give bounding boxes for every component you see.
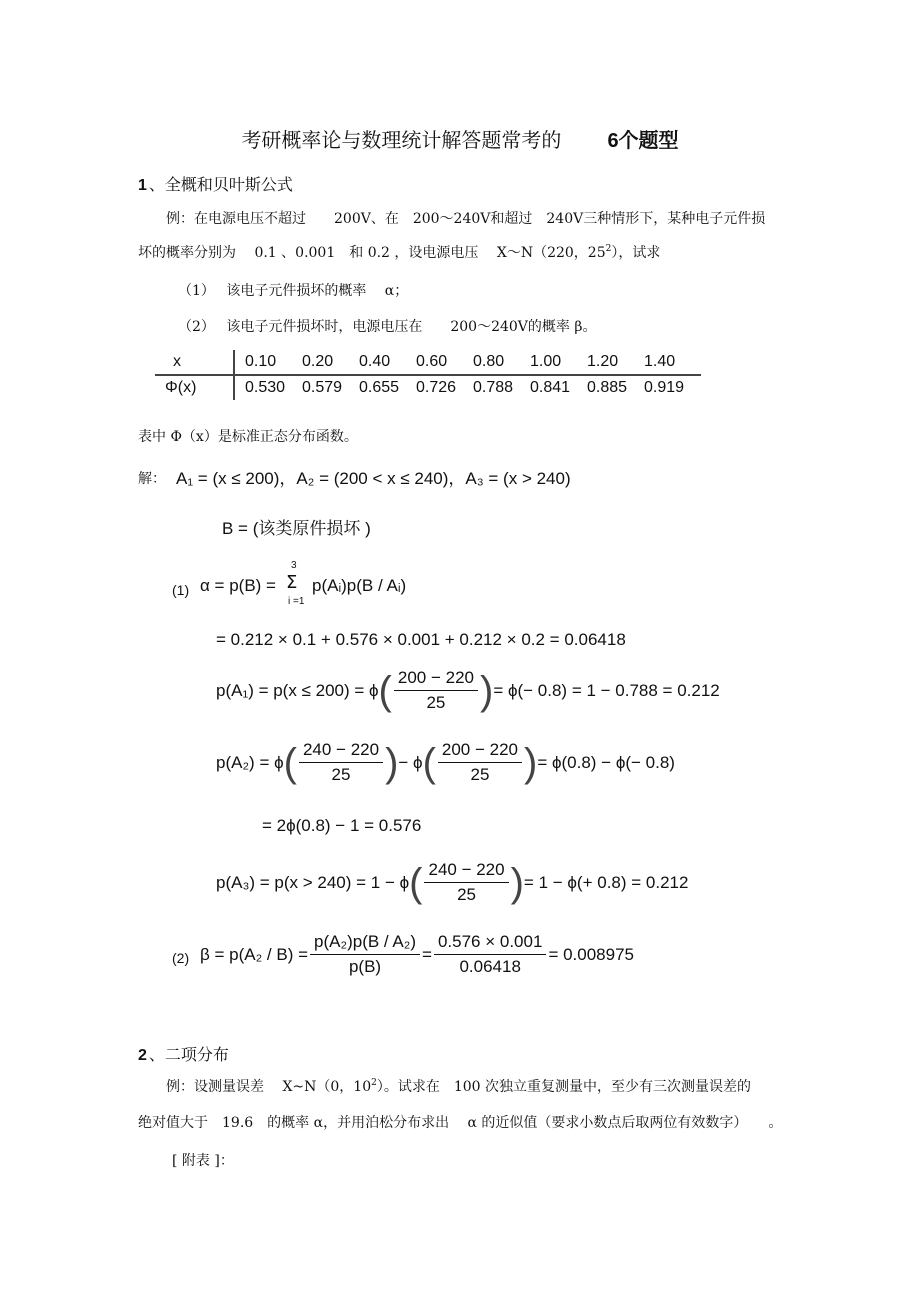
section-2-separator: 、 — [148, 1045, 165, 1064]
paren-close: ) — [524, 740, 538, 785]
section-1-separator: 、 — [148, 175, 165, 194]
section-1-title: 全概和贝叶斯公式 — [164, 175, 293, 194]
paren-close: ) — [510, 860, 524, 905]
pa1-lhs: p(A₁) = p(x ≤ 200) = ϕ — [216, 680, 379, 700]
numerator: 200 − 220 — [438, 740, 522, 763]
equals-sign: = — [422, 944, 432, 964]
table-cell: 0.579 — [302, 379, 343, 396]
paren-open: ( — [283, 740, 297, 785]
denominator: 25 — [470, 765, 490, 784]
sum-lower-limit: i =1 — [288, 596, 305, 607]
section-1-number: 1 — [138, 177, 147, 194]
pa2-lhs: p(A₂) = ϕ — [216, 752, 284, 772]
example-2-line-1 — [166, 1076, 751, 1096]
title-text: 考研概率论与数理统计解答题常考的 — [241, 128, 562, 152]
sum-symbol: Σ — [286, 572, 298, 593]
denominator: 25 — [426, 693, 446, 712]
page-title — [0, 124, 920, 153]
pa3-equation — [216, 860, 688, 905]
table-cell: 0.60 — [416, 350, 473, 375]
pa1-equation — [216, 668, 720, 713]
table-cell: 0.40 — [359, 350, 416, 375]
numerator: 240 − 220 — [299, 740, 383, 763]
pa3-lhs: p(A₃) = p(x > 240) = 1 − ϕ — [216, 872, 410, 892]
table-row-x — [155, 350, 701, 375]
example-1-line-2-text: 坏的概率分别为 0.1 、0.001 和 0.2 ，设电源电压 X～N（220，25 — [138, 245, 606, 261]
numerator: 0.576 × 0.001 — [434, 932, 546, 955]
sum-upper-limit: 3 — [291, 560, 297, 571]
denominator: 25 — [457, 885, 476, 904]
table-cell: 1.40 — [644, 350, 701, 375]
phi-table-wrapper — [155, 350, 701, 400]
table-cell: 0.788 — [473, 379, 514, 396]
paren-open: ( — [422, 740, 436, 785]
table-cell: 1.00 — [530, 350, 587, 375]
pa2-equation — [216, 740, 675, 785]
event-b-definition: B = (该类原件损坏 ) — [222, 519, 371, 538]
eq2-equation — [200, 932, 634, 977]
header-x: x — [155, 350, 234, 375]
eq2-fraction-2 — [434, 932, 546, 977]
eq2-label: (2) — [172, 950, 190, 966]
pa3-fraction — [424, 860, 508, 905]
pa2-fraction-1 — [299, 740, 383, 785]
eq1-rhs: p(Aᵢ)p(B / Aᵢ) — [312, 576, 407, 595]
denominator: 0.06418 — [459, 957, 521, 976]
example-1-line-2-end: ），试求 — [611, 245, 661, 261]
exponent: 2 — [371, 1078, 377, 1088]
solution-label: 解： — [138, 471, 166, 487]
denominator: p(B) — [348, 957, 382, 976]
table-cell: 0.10 — [234, 350, 302, 375]
eq1-label: (1) — [172, 582, 190, 598]
table-note: 表中 Φ（x）是标准正态分布函数。 — [138, 429, 358, 445]
eq1-lhs: α = p(B) = — [200, 576, 276, 595]
pa1-fraction — [394, 668, 478, 713]
table-cell: 0.20 — [302, 350, 359, 375]
title-number: 6个题型 — [607, 130, 679, 152]
section-1-heading — [138, 172, 293, 195]
paren-open: ( — [378, 668, 392, 713]
example-1-line-1: 例：在电源电压不超过 200V、在 200～240V和超过 240V三种情形下，某种电子元件损 — [166, 211, 766, 227]
table-cell: 0.919 — [644, 379, 685, 396]
pa2-continuation: = 2ϕ(0.8) − 1 = 0.576 — [262, 816, 422, 835]
table-row-phi — [155, 375, 701, 400]
table-cell: 0.80 — [473, 350, 530, 375]
eq2-fraction-1 — [310, 932, 420, 977]
numerator: 200 − 220 — [394, 668, 478, 691]
pa1-rhs: = ϕ(− 0.8) = 1 − 0.788 = 0.212 — [493, 680, 720, 700]
exponent: 2 — [605, 244, 612, 254]
denominator: 25 — [331, 765, 351, 784]
eq2-lhs: β = p(A₂ / B) = — [200, 944, 309, 964]
paren-close: ) — [479, 668, 494, 713]
example-2-line-2: 绝对值大于 19.6 的概率 α，并用泊松分布求出 α 的近似值（要求小数点后取两位有效数字） 。 — [138, 1115, 783, 1131]
pa2-fraction-2 — [438, 740, 522, 785]
question-2: （2） 该电子元件损坏时，电源电压在 200～240V的概率 β。 — [178, 319, 597, 335]
table-cell: 0.655 — [359, 379, 400, 396]
question-1: （1） 该电子元件损坏的概率 α； — [178, 283, 409, 299]
phi-table — [155, 350, 701, 400]
events-definition: A₁ = (x ≤ 200)，A₂ = (200 < x ≤ 240)，A₃ = (x > 240) — [176, 469, 571, 488]
table-cell: 0.726 — [416, 379, 457, 396]
eq2-rhs: = 0.008975 — [548, 944, 634, 964]
section-2-heading — [138, 1042, 229, 1065]
numerator: p(A₂)p(B / A₂) — [310, 932, 420, 955]
table-cell: 0.530 — [245, 379, 286, 396]
table-cell: 0.885 — [587, 379, 628, 396]
pa2-rhs: = ϕ(0.8) − ϕ(− 0.8) — [537, 752, 675, 772]
paren-open: ( — [409, 860, 423, 905]
pa2-minus-phi: − ϕ — [398, 752, 423, 772]
paren-close: ) — [385, 740, 399, 785]
eq1-calculation: = 0.212 × 0.1 + 0.576 × 0.001 + 0.212 × 0.2 = 0.06418 — [216, 630, 626, 649]
example-2-line-1-text: 例：设测量误差 X~N（0，10 — [166, 1079, 372, 1095]
appendix-label: [ 附表 ]： — [172, 1153, 234, 1169]
pa3-rhs: = 1 − ϕ(+ 0.8) = 0.212 — [523, 872, 689, 892]
example-1-line-2 — [138, 242, 660, 262]
example-2-line-1-end: ）。试求在 100 次独立重复测量中，至少有三次测量误差的 — [376, 1079, 752, 1095]
table-cell: 1.20 — [587, 350, 644, 375]
numerator: 240 − 220 — [424, 860, 508, 883]
header-phi: Φ(x) — [155, 375, 234, 400]
table-cell: 0.841 — [530, 379, 571, 396]
section-2-title: 二项分布 — [164, 1045, 229, 1064]
section-2-number: 2 — [138, 1047, 147, 1064]
